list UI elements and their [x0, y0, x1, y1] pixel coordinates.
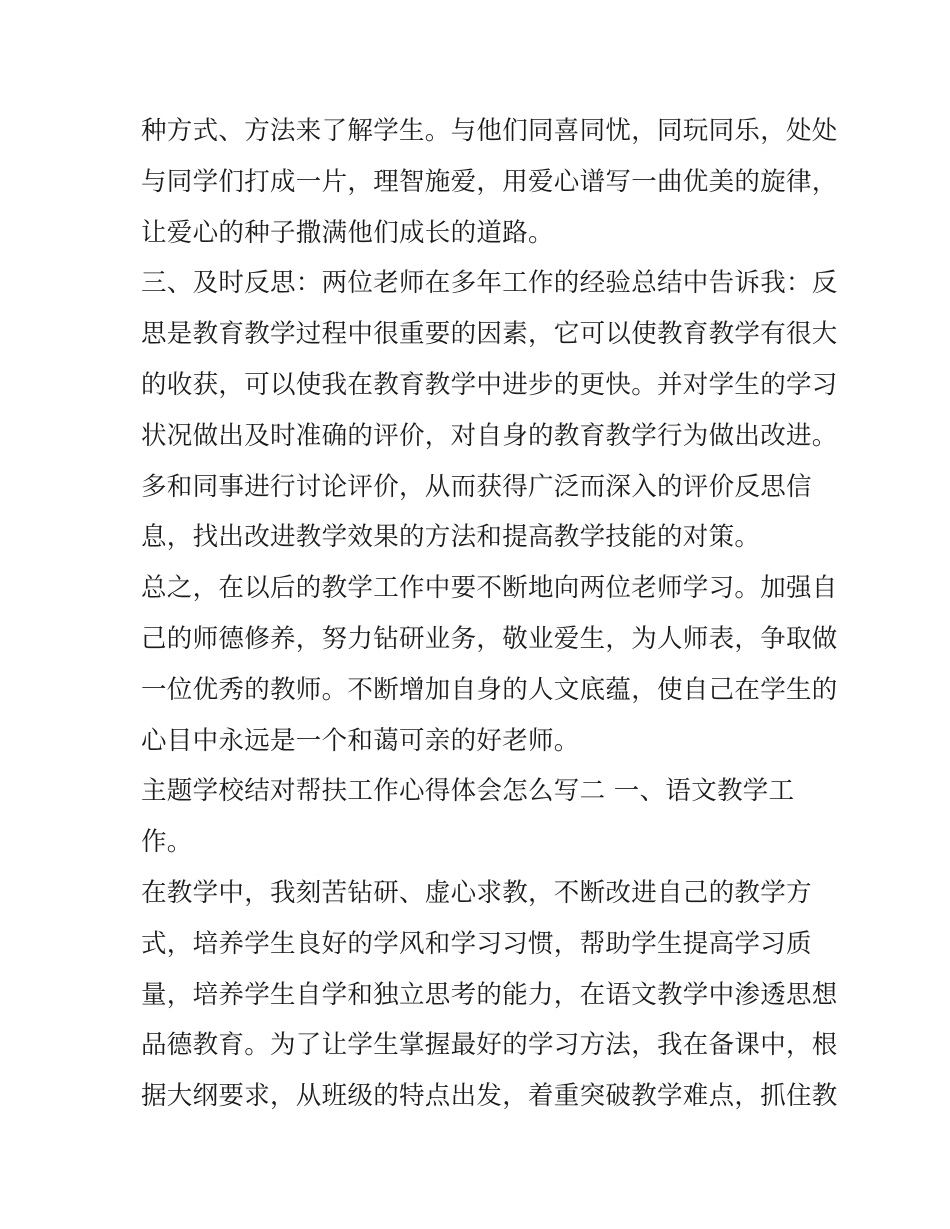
text-line: 心目中永远是一个和蔼可亲的好老师。: [141, 725, 580, 756]
text-line: 己的师德修养，努力钻研业务，敬业爱生，为人师表，争取做: [141, 623, 838, 654]
text-line: 的收获，可以使我在教育教学中进步的更快。并对学生的学习: [141, 369, 838, 400]
text-line: 总之，在以后的教学工作中要不断地向两位老师学习。加强自: [141, 573, 838, 604]
text-line: 据大纲要求，从班级的特点出发，着重突破教学难点，抓住教: [141, 1081, 838, 1112]
text-line: 品德教育。为了让学生掌握最好的学习方法，我在备课中，根: [141, 1030, 838, 1061]
text-line: 三、及时反思：两位老师在多年工作的经验总结中告诉我：反: [141, 268, 838, 299]
text-line: 在教学中，我刻苦钻研、虚心求教，不断改进自己的教学方: [141, 877, 812, 908]
document-body: [141, 106, 838, 1122]
heading-line: 作。: [141, 827, 193, 858]
text-line: 息，找出改进教学效果的方法和提高教学技能的对策。: [141, 522, 761, 553]
heading-line: 主题学校结对帮扶工作心得体会怎么写二 一、语文教学工: [141, 776, 795, 807]
text-line: 一位优秀的教师。不断增加自身的人文底蕴，使自己在学生的: [141, 674, 838, 705]
text-line: 种方式、方法来了解学生。与他们同喜同忧，同玩同乐，处处: [141, 116, 838, 146]
text-line: 式，培养学生良好的学风和学习习惯，帮助学生提高学习质: [141, 928, 812, 959]
text-line: 量，培养学生自学和独立思考的能力，在语文教学中渗透思想: [141, 979, 838, 1010]
text-line: 让爱心的种子撒满他们成长的道路。: [141, 217, 554, 248]
text-line: 状况做出及时准确的评价，对自身的教育教学行为做出改进。: [141, 420, 838, 451]
text-line: 多和同事进行讨论评价，从而获得广泛而深入的评价反思信: [141, 471, 812, 502]
text-line: 与同学们打成一片，理智施爱，用爱心谱写一曲优美的旋律，: [141, 166, 838, 197]
text-line: 思是教育教学过程中很重要的因素，它可以使教育教学有很大: [141, 319, 838, 350]
